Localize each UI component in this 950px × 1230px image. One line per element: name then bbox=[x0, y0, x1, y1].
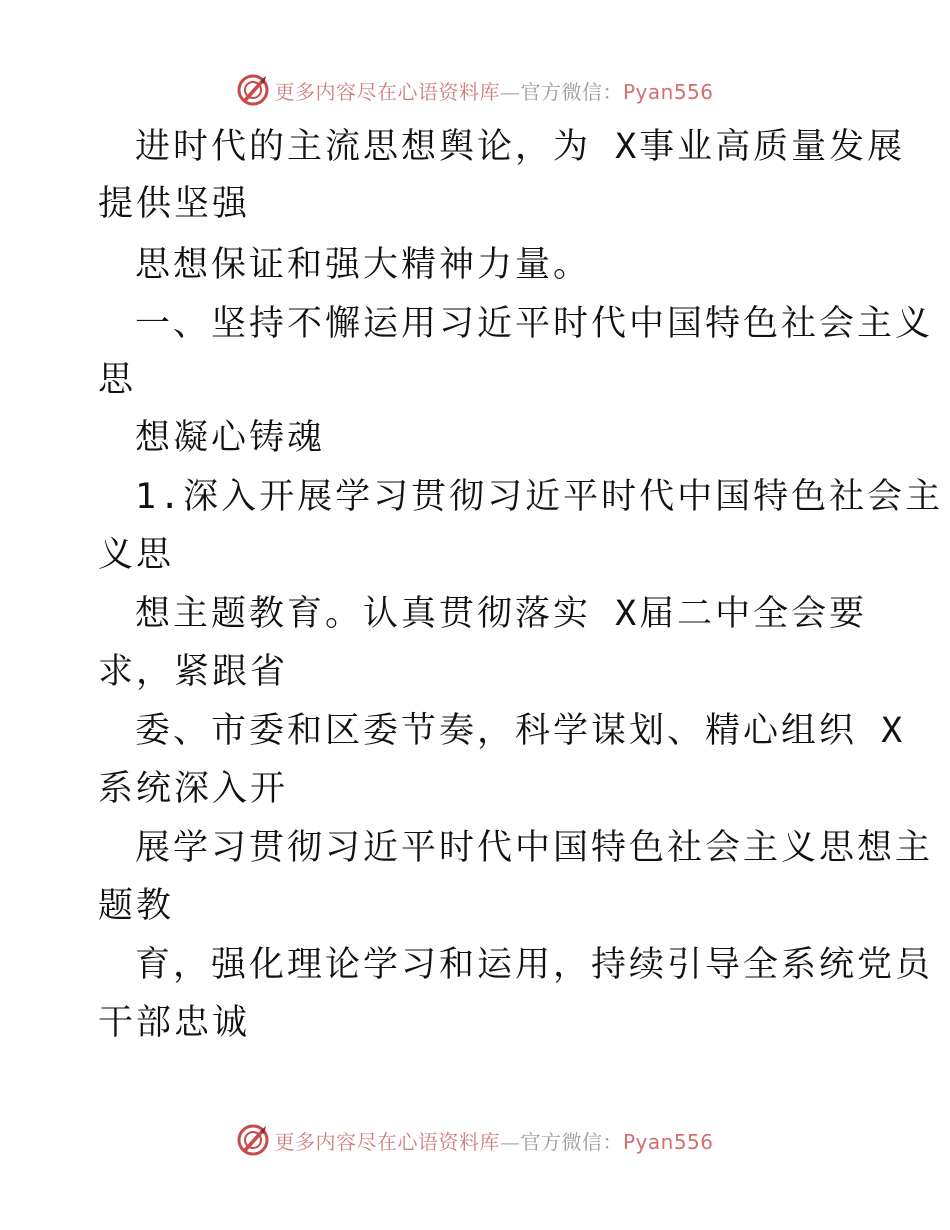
text-line: 想凝心铸魂 bbox=[135, 418, 326, 458]
text-line: 题教 bbox=[98, 886, 175, 926]
text-line: 提供坚强 bbox=[98, 184, 251, 224]
banner-text: 更多内容尽在心语资料库—官方微信：Pyan556 bbox=[274, 79, 714, 104]
text-line: 思想保证和强大精神力量。 bbox=[135, 245, 592, 285]
text-line: 委、市委和区委节奏，科学谋划、精心组织 X bbox=[135, 711, 906, 751]
text-line: 思 bbox=[98, 360, 137, 400]
quill-logo-icon bbox=[236, 1123, 270, 1157]
text-line: 一、坚持不懈运用习近平时代中国特色社会主义 bbox=[135, 304, 934, 344]
text-line: 干部忠诚 bbox=[98, 1003, 251, 1043]
quill-logo-icon bbox=[236, 73, 270, 107]
text-line: 展学习贯彻习近平时代中国特色社会主义思想主 bbox=[135, 828, 934, 868]
text-line: 进时代的主流思想舆论，为 X事业高质量发展 bbox=[135, 127, 906, 167]
banner-text: 更多内容尽在心语资料库—官方微信：Pyan556 bbox=[274, 1129, 714, 1154]
text-line: 系统深入开 bbox=[98, 769, 289, 809]
text-line: 义思 bbox=[98, 535, 175, 575]
text-line: 求，紧跟省 bbox=[98, 652, 289, 692]
header-watermark-banner bbox=[0, 72, 950, 108]
text-line: 1.深入开展学习贯彻习近平时代中国特色社会主 bbox=[135, 477, 944, 517]
text-line: 育，强化理论学习和运用，持续引导全系统党员 bbox=[135, 945, 934, 985]
text-line: 想主题教育。认真贯彻落实 X届二中全会要 bbox=[135, 594, 868, 634]
footer-watermark-banner bbox=[0, 1122, 950, 1158]
